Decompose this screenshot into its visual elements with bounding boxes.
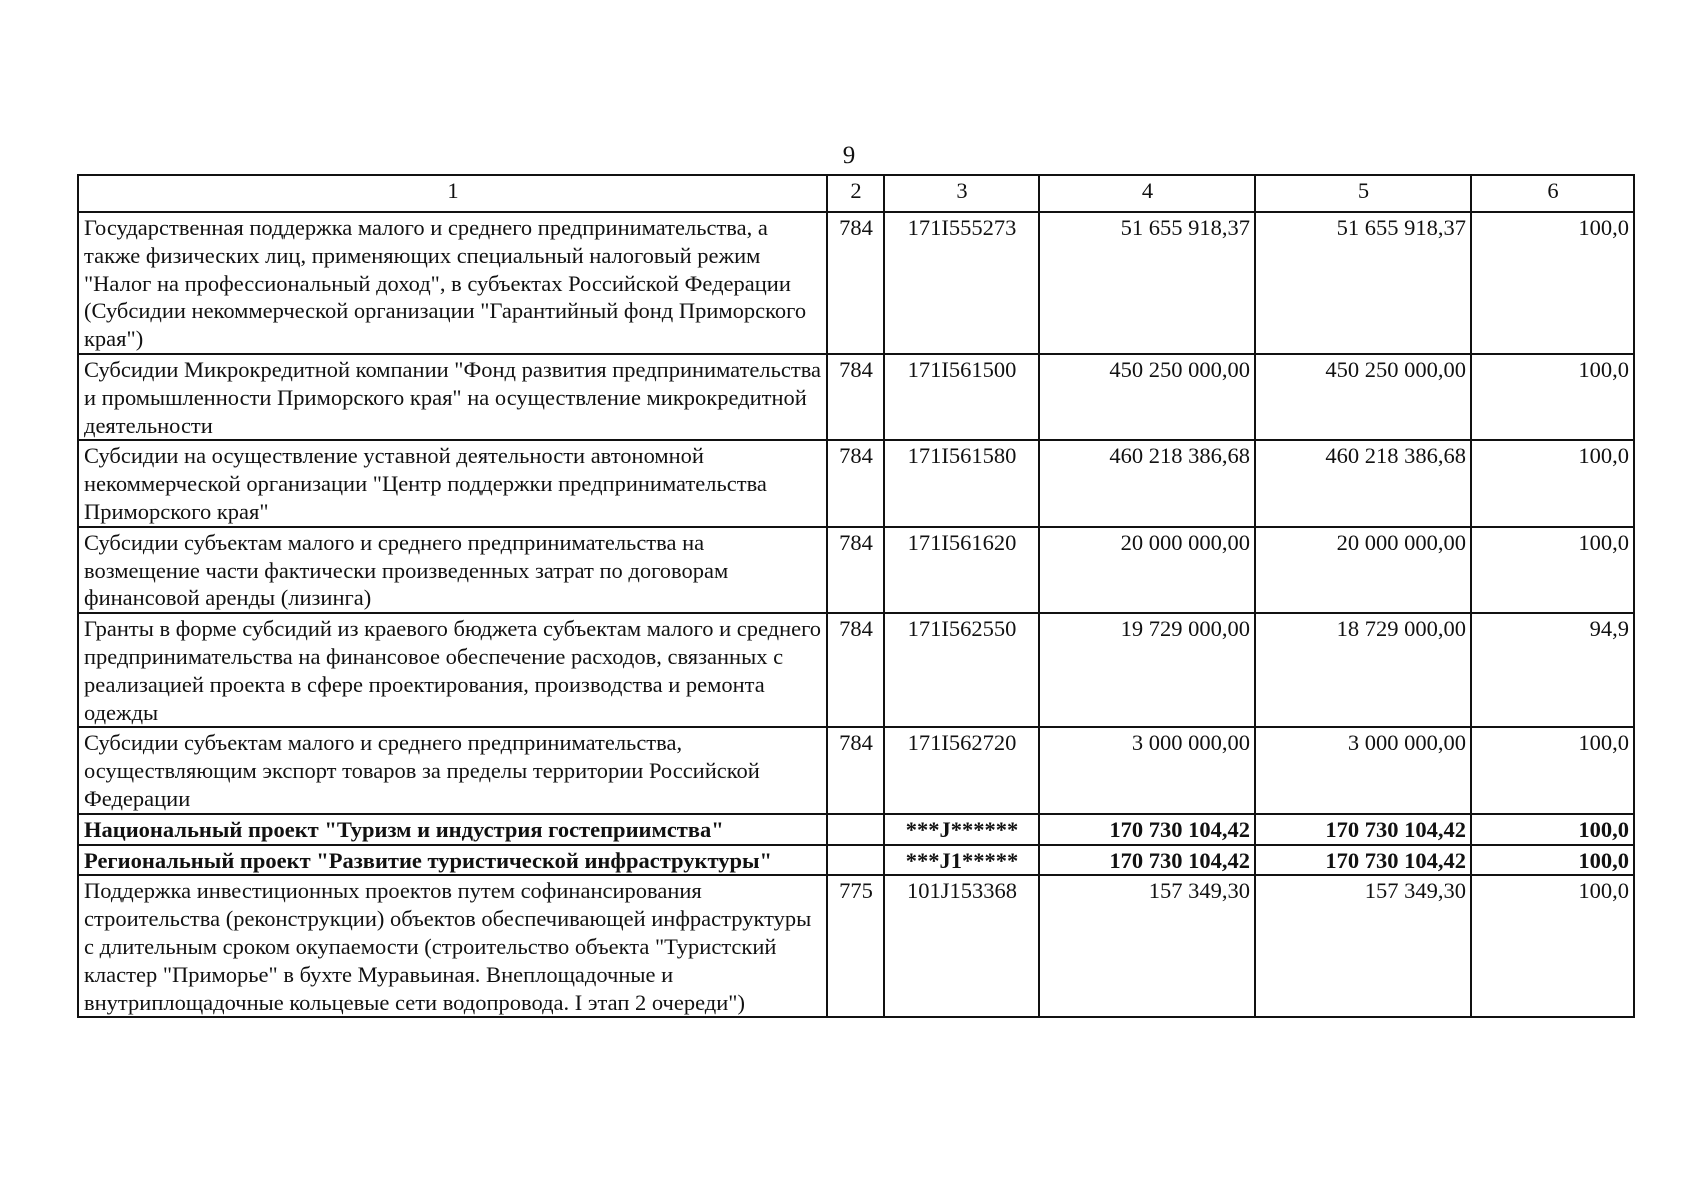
row-name: Государственная поддержка малого и среднего предпринимательства, а также физических лиц, применяющих специальный налоговый режим "Налог на профессиональный доход", в субъектах Российской Федерации (Субсидии некоммерческой организации "Гарантийный фонд Приморского края") [78,212,827,354]
column-header-3: 3 [884,175,1039,212]
row-name: Субсидии на осуществление уставной деятельности автономной некоммерческой организации "Центр поддержки предпринимательства Приморского края" [78,440,827,526]
row-name: Национальный проект "Туризм и индустрия гостеприимства" [78,814,827,845]
column-header-1: 1 [78,175,827,212]
column-header-6: 6 [1471,175,1634,212]
row-code: 784 [827,727,884,813]
row-fact: 460 218 386,68 [1255,440,1471,526]
row-percent: 100,0 [1471,527,1634,613]
row-article: ***J****** [884,814,1039,845]
row-fact: 157 349,30 [1255,875,1471,1017]
row-percent: 100,0 [1471,845,1634,876]
row-fact: 18 729 000,00 [1255,613,1471,727]
row-plan: 19 729 000,00 [1039,613,1255,727]
row-plan: 157 349,30 [1039,875,1255,1017]
row-code [827,814,884,845]
budget-table [77,174,1635,1018]
row-name: Субсидии субъектам малого и среднего предпринимательства на возмещение части фактически произведенных затрат по договорам финансовой аренды (лизинга) [78,527,827,613]
row-plan: 51 655 918,37 [1039,212,1255,354]
row-article: 101J153368 [884,875,1039,1017]
row-plan: 450 250 000,00 [1039,354,1255,440]
row-article: 171I561500 [884,354,1039,440]
row-article: 171I562550 [884,613,1039,727]
table-row [78,354,1634,440]
row-code [827,845,884,876]
row-name: Субсидии субъектам малого и среднего предпринимательства, осуществляющим экспорт товаров за пределы территории Российской Федерации [78,727,827,813]
row-fact: 51 655 918,37 [1255,212,1471,354]
row-percent: 94,9 [1471,613,1634,727]
row-plan: 20 000 000,00 [1039,527,1255,613]
row-percent: 100,0 [1471,354,1634,440]
national-project-row [78,814,1634,845]
row-name: Региональный проект "Развитие туристической инфраструктуры" [78,845,827,876]
row-article: 171I561580 [884,440,1039,526]
row-article: 171I555273 [884,212,1039,354]
row-percent: 100,0 [1471,440,1634,526]
row-name: Гранты в форме субсидий из краевого бюджета субъектам малого и среднего предпринимательства на финансовое обеспечение расходов, связанных с реализацией проекта в сфере проектирования, производства и ремонта одежды [78,613,827,727]
row-code: 784 [827,212,884,354]
row-code: 784 [827,527,884,613]
table-row [78,440,1634,526]
table-row [78,527,1634,613]
table-body [78,175,1634,1017]
row-code: 784 [827,354,884,440]
table-row [78,727,1634,813]
row-percent: 100,0 [1471,875,1634,1017]
row-article: ***J1***** [884,845,1039,876]
table-row [78,212,1634,354]
row-plan: 460 218 386,68 [1039,440,1255,526]
column-header-4: 4 [1039,175,1255,212]
row-code: 775 [827,875,884,1017]
row-plan: 3 000 000,00 [1039,727,1255,813]
row-fact: 20 000 000,00 [1255,527,1471,613]
regional-project-row [78,845,1634,876]
row-article: 171I561620 [884,527,1039,613]
table-row [78,875,1634,1017]
row-percent: 100,0 [1471,727,1634,813]
row-percent: 100,0 [1471,814,1634,845]
row-fact: 3 000 000,00 [1255,727,1471,813]
row-name: Поддержка инвестиционных проектов путем софинансирования строительства (реконструкции) объектов обеспечивающей инфраструктуры с длительным сроком окупаемости (строительство объекта "Туристский кластер "Приморье" в бухте Муравьиная. Внеплощадочные и внутриплощадочные кольцевые сети водопровода. I этап 2 очереди") [78,875,827,1017]
row-code: 784 [827,440,884,526]
row-fact: 450 250 000,00 [1255,354,1471,440]
column-header-5: 5 [1255,175,1471,212]
row-name: Субсидии Микрокредитной компании "Фонд развития предпринимательства и промышленности Приморского края" на осуществление микрокредитной деятельности [78,354,827,440]
row-code: 784 [827,613,884,727]
row-plan: 170 730 104,42 [1039,845,1255,876]
column-header-2: 2 [827,175,884,212]
row-percent: 100,0 [1471,212,1634,354]
row-article: 171I562720 [884,727,1039,813]
row-fact: 170 730 104,42 [1255,845,1471,876]
row-plan: 170 730 104,42 [1039,814,1255,845]
page-number: 9 [842,142,856,169]
row-fact: 170 730 104,42 [1255,814,1471,845]
column-number-header [78,175,1634,212]
table-row [78,613,1634,727]
